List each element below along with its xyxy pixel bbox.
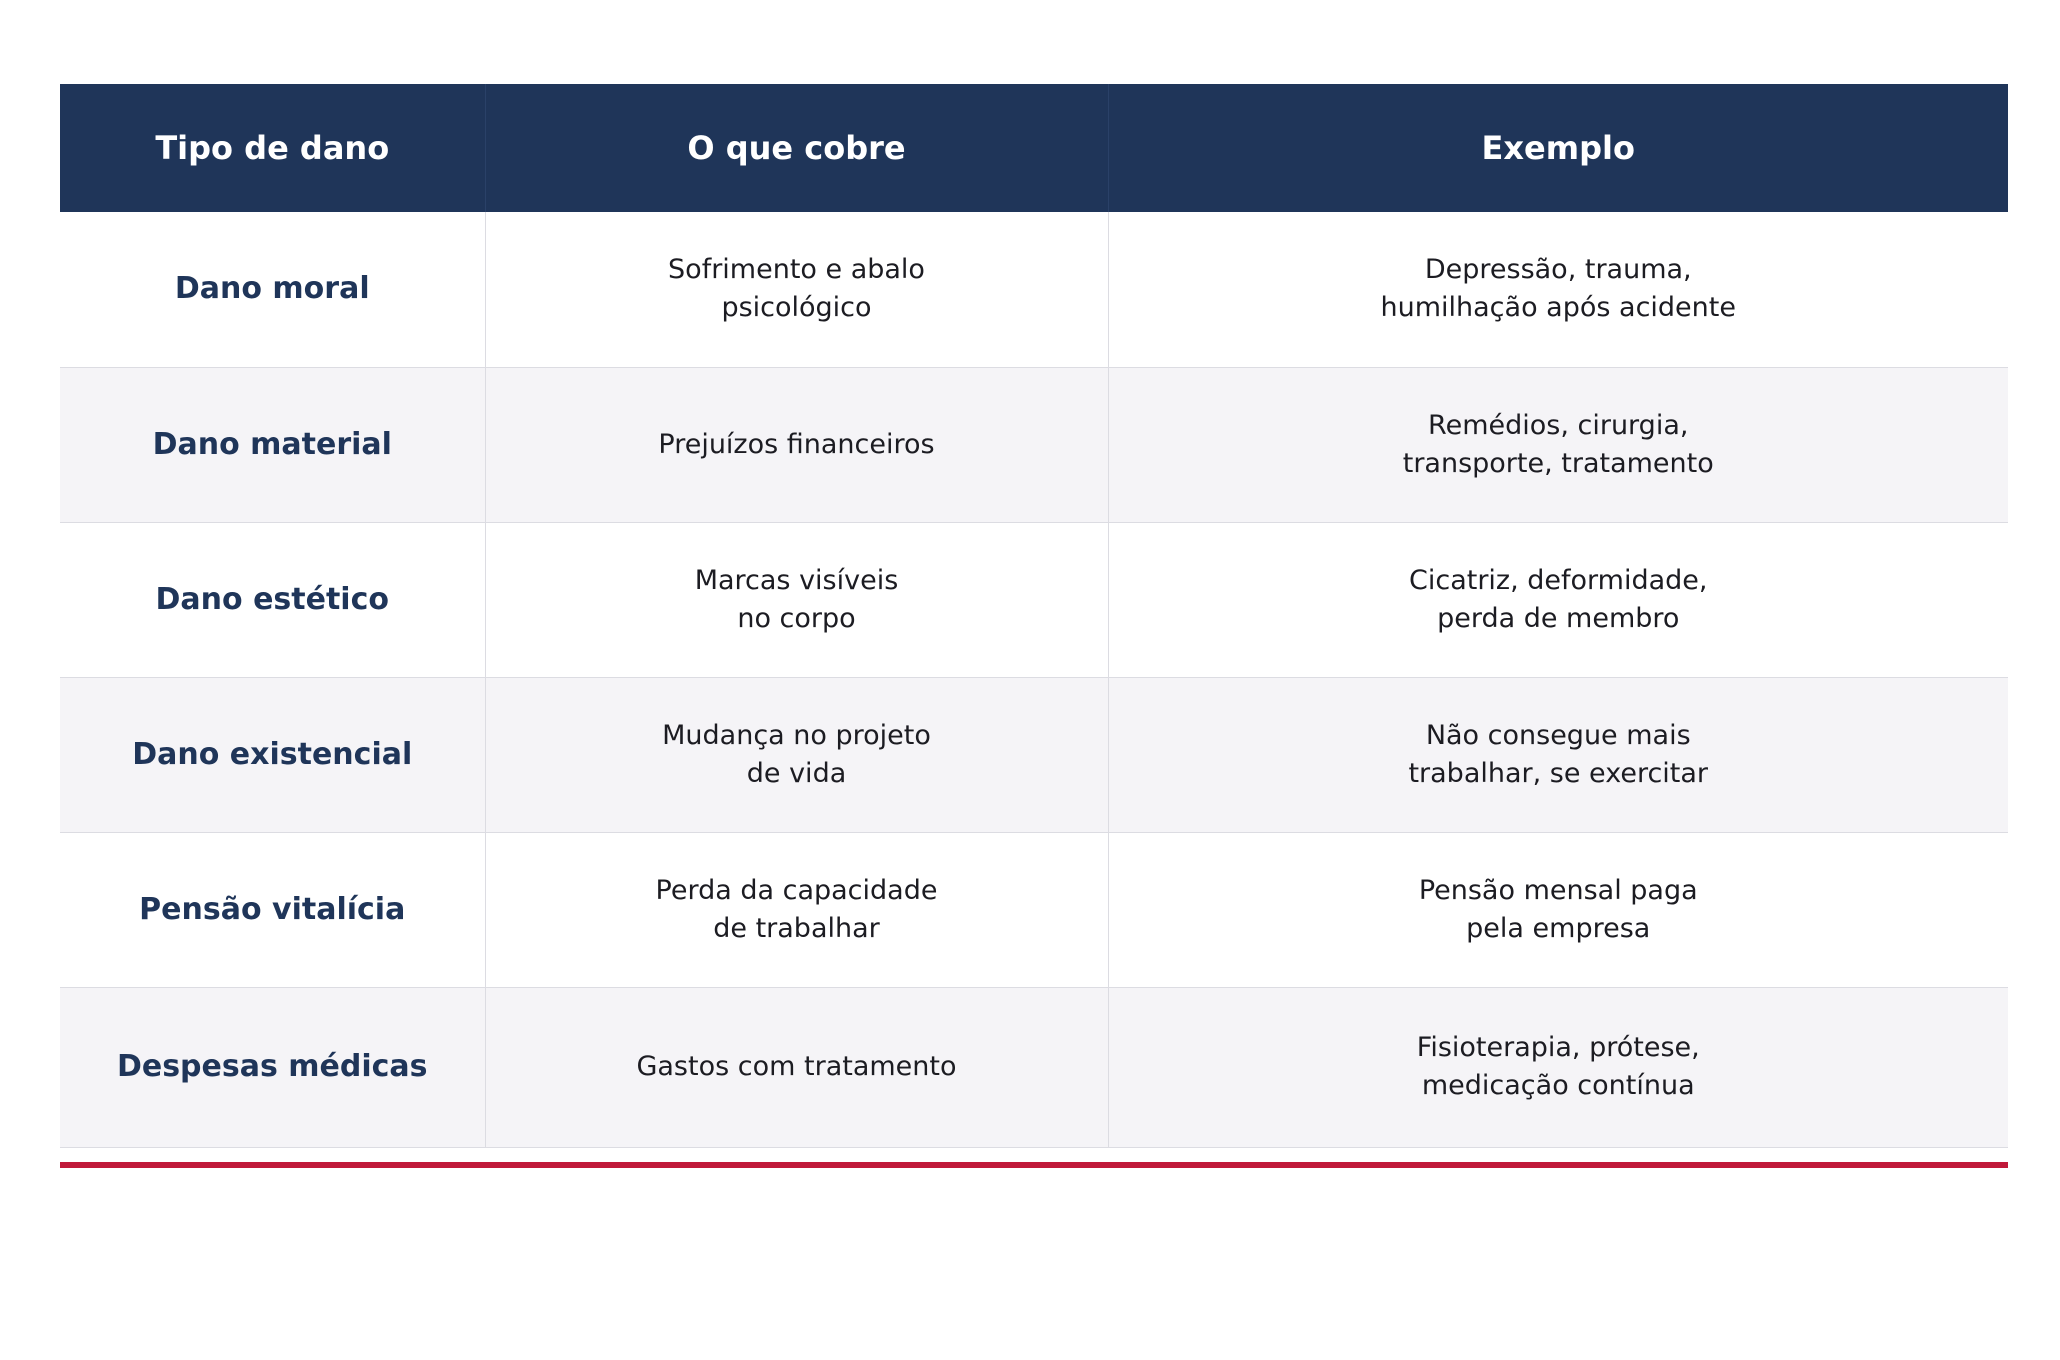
covers-line: no corpo	[737, 602, 856, 634]
example-line: trabalhar, se exercitar	[1408, 757, 1709, 789]
covers-cell	[485, 677, 1108, 832]
table-row	[60, 832, 2008, 987]
covers-cell	[485, 367, 1108, 522]
damage-type-cell: Dano existencial	[132, 736, 413, 772]
example-cell	[1108, 367, 2008, 522]
covers-line: Marcas visíveis	[694, 564, 899, 596]
example-line: pela empresa	[1466, 912, 1651, 944]
damage-type-cell: Dano estético	[155, 581, 389, 617]
covers-line: Gastos com tratamento	[636, 1051, 957, 1082]
table-body	[60, 212, 2008, 1147]
covers-line: Prejuízos financeiros	[658, 428, 935, 460]
table-row	[60, 522, 2008, 677]
example-line: Cicatriz, deformidade,	[1409, 564, 1708, 596]
example-line: transporte, tratamento	[1402, 447, 1714, 479]
accent-divider	[60, 1162, 2008, 1168]
damage-type-cell: Pensão vitalícia	[139, 891, 406, 927]
example-line: Remédios, cirurgia,	[1428, 409, 1689, 441]
damage-type-cell: Despesas médicas	[116, 1049, 428, 1084]
covers-cell	[485, 522, 1108, 677]
example-line: medicação contínua	[1421, 1070, 1695, 1101]
table-header	[60, 84, 2008, 212]
example-cell	[1108, 212, 2008, 367]
covers-cell	[485, 987, 1108, 1147]
example-cell	[1108, 832, 2008, 987]
table-row	[60, 367, 2008, 522]
damage-type-cell: Dano moral	[174, 271, 370, 307]
example-line: Fisioterapia, prótese,	[1416, 1032, 1700, 1063]
table-row	[60, 677, 2008, 832]
header-type: Tipo de dano	[155, 129, 390, 167]
covers-line: psicológico	[721, 292, 872, 324]
example-cell	[1108, 522, 2008, 677]
covers-line: Perda da capacidade	[655, 874, 938, 906]
damage-type-cell: Dano material	[152, 426, 392, 462]
table-row	[60, 987, 2008, 1147]
covers-cell	[485, 212, 1108, 367]
example-cell	[1108, 987, 2008, 1147]
header-covers: O que cobre	[485, 84, 1108, 212]
covers-line: Mudança no projeto	[662, 719, 931, 751]
example-cell	[1108, 677, 2008, 832]
header-example: Exemplo	[1108, 84, 2008, 212]
example-line: perda de membro	[1437, 602, 1680, 634]
covers-cell	[485, 832, 1108, 987]
covers-line: de vida	[746, 757, 847, 789]
covers-line: de trabalhar	[713, 912, 880, 944]
damages-table-container	[60, 84, 2008, 1148]
example-line: humilhação após acidente	[1380, 292, 1736, 324]
header-row	[60, 84, 2008, 212]
table-row	[60, 212, 2008, 367]
damages-table	[60, 84, 2008, 1148]
covers-line: Sofrimento e abalo	[668, 254, 925, 286]
example-line: Pensão mensal paga	[1418, 874, 1698, 906]
example-line: Depressão, trauma,	[1424, 254, 1692, 286]
example-line: Não consegue mais	[1425, 719, 1691, 751]
